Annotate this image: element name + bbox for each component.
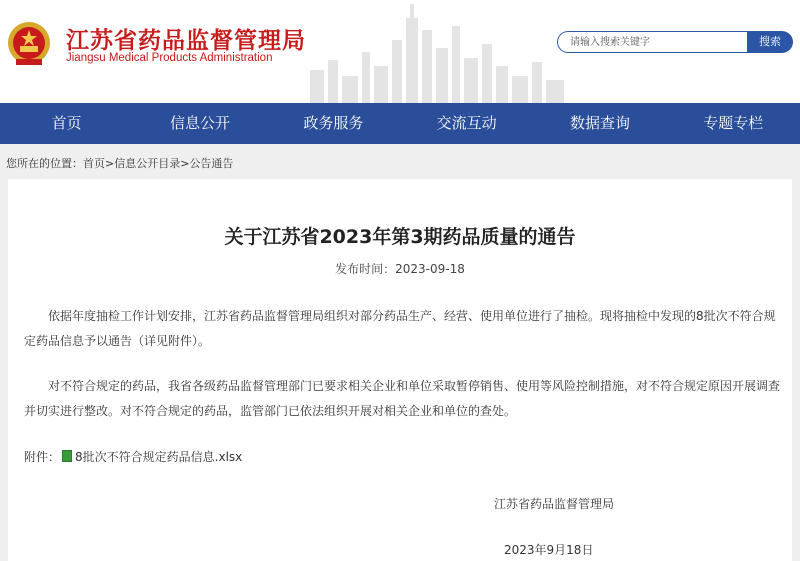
excel-file-icon [62, 450, 72, 462]
breadcrumb-prefix: 您所在的位置： [6, 157, 83, 170]
nav-item-government-services[interactable]: 政务服务 [303, 114, 364, 132]
search-input[interactable] [557, 31, 747, 53]
breadcrumb-item-home[interactable]: 首页 [83, 157, 105, 170]
national-emblem-icon [6, 19, 52, 69]
nav-item-data-query[interactable]: 数据查询 [569, 114, 630, 132]
attachment-row [24, 448, 242, 465]
signature-organization: 江苏省药品监督管理局 [494, 497, 615, 511]
breadcrumb-item-announcements[interactable]: 公告通告 [189, 157, 234, 170]
article-panel [8, 179, 792, 561]
attachment-link[interactable]: 8批次不符合规定药品信息.xlsx [75, 450, 243, 464]
site-header [0, 0, 800, 103]
article-paragraph: 依据年度抽检工作计划安排，江苏省药品监督管理局组织对部分药品生产、经营、使用单位进行了抽检。现将抽检中发现的8批次不符合规定药品信息予以通告（详见附件）。 [24, 309, 776, 348]
breadcrumb-separator: > [105, 157, 115, 170]
nav-item-home[interactable]: 首页 [51, 114, 82, 132]
breadcrumb-item-info-catalog[interactable]: 信息公开目录 [114, 157, 181, 170]
nav-item-interaction[interactable]: 交流互动 [436, 114, 497, 132]
site-title[interactable]: 江苏省药品监督管理局 [66, 28, 306, 54]
city-skyline-decoration [290, 0, 590, 103]
attachment-label: 附件： [24, 450, 61, 464]
article-paragraph: 对不符合规定的药品，我省各级药品监督管理部门已要求相关企业和单位采取暂停销售、使用等风险控制措施，对不符合规定原因开展调查并切实进行整改。对不符合规定的药品，监管部门已依法组织开展对相关企业和单位的查处。 [24, 379, 781, 418]
nav-item-special-topics[interactable]: 专题专栏 [703, 114, 764, 132]
nav-item-info-disclosure[interactable]: 信息公开 [169, 114, 230, 132]
site-title-english: Jiangsu Medical Products Administration [66, 52, 273, 64]
signature-date: 2023年9月18日 [504, 543, 594, 557]
publish-time: 发布时间：2023-09-18 [335, 262, 465, 276]
breadcrumb [6, 155, 233, 171]
breadcrumb-separator: > [180, 157, 190, 170]
main-nav [0, 103, 800, 144]
article-title: 关于江苏省2023年第3期药品质量的通告 [224, 226, 576, 248]
search-button[interactable]: 搜索 [747, 31, 793, 53]
